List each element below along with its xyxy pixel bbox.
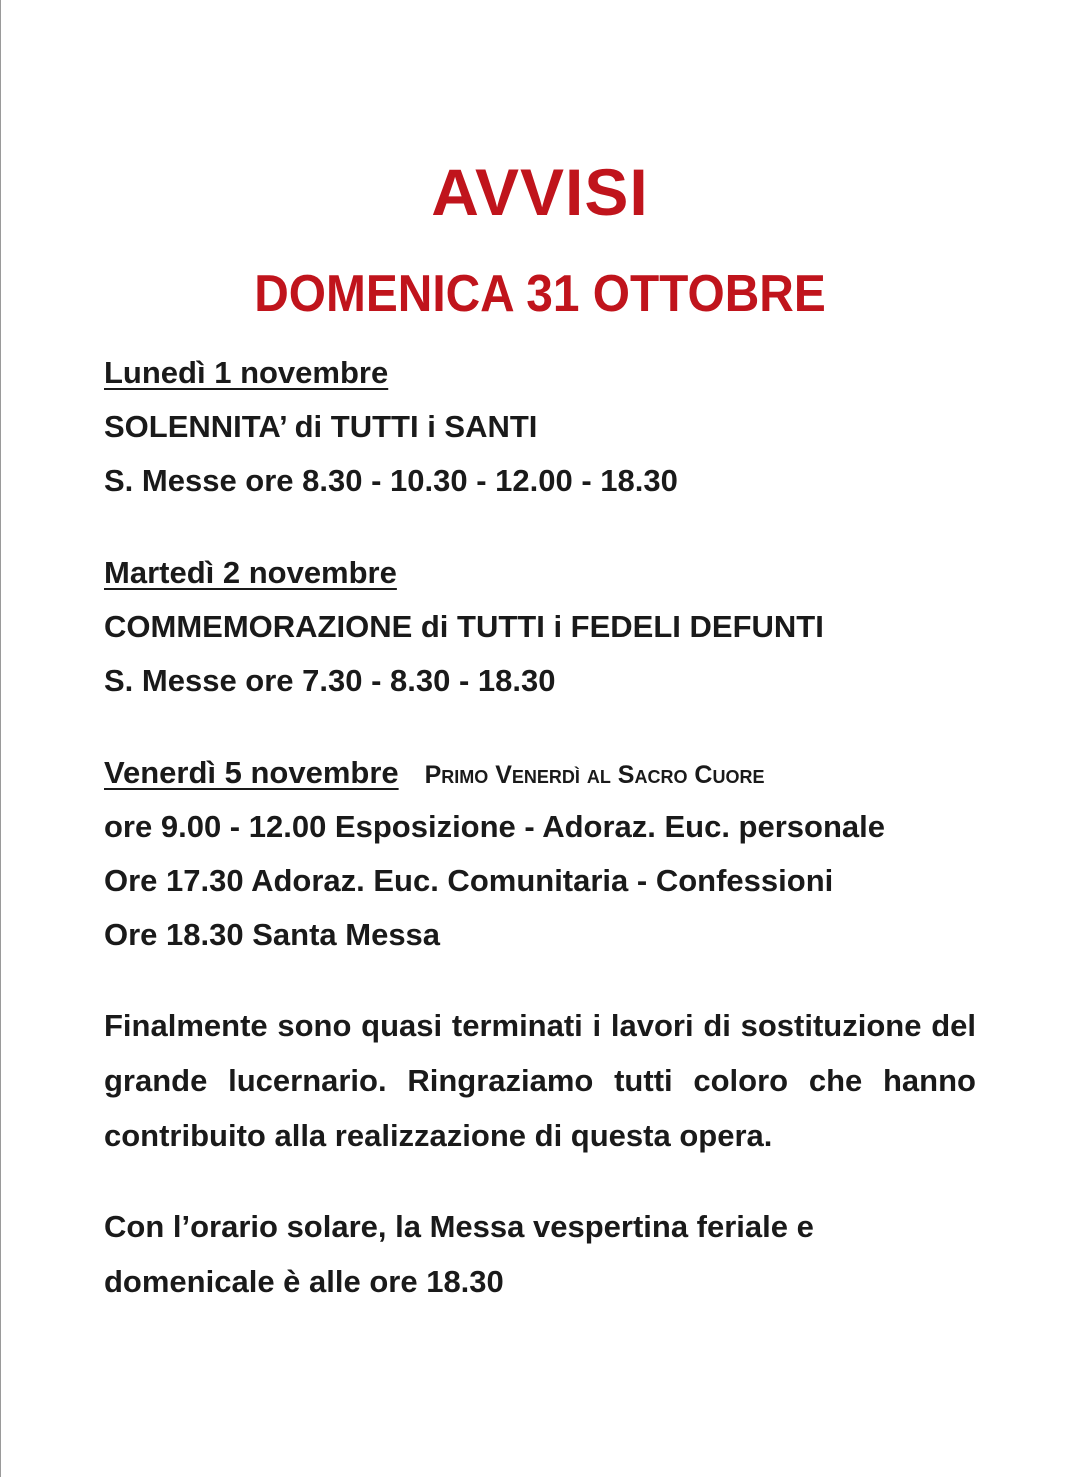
event-line: ore 9.00 - 12.00 Esposizione - Adoraz. Euc. personale [104,809,886,844]
event-tag: Primo Venerdì al Sacro Cuore [424,761,765,789]
page-subtitle: DOMENICA 31 OTTOBRE [254,265,826,323]
notices-content [104,346,976,1309]
event-day-label: Lunedì 1 novembre [104,355,389,390]
event-line: SOLENNITA’ di TUTTI i SANTI [104,409,538,444]
event-day-label: Martedì 2 novembre [104,555,397,590]
page-title: AVVISI [431,155,649,229]
event-line: COMMEMORAZIONE di TUTTI i FEDELI DEFUNTI [104,609,824,644]
event-line: S. Messe ore 7.30 - 8.30 - 18.30 [104,663,556,698]
event-line: Ore 18.30 Santa Messa [104,917,441,952]
notice-paragraph: Con l’orario solare, la Messa vespertina feriale e domenicale è alle ore 18.30 [104,1209,814,1299]
event-line: Ore 17.30 Adoraz. Euc. Comunitaria - Confessioni [104,863,834,898]
event-day-heading [104,546,976,600]
event-section-tuesday [104,546,976,708]
event-line: S. Messe ore 8.30 - 10.30 - 12.00 - 18.30 [104,463,678,498]
event-section-friday [104,746,976,962]
notice-paragraph: Finalmente sono quasi terminati i lavori di sostituzione del grande lucernario. Ringraziamo tutti coloro che hanno contribuito alla realizzazione di questa opera. [104,1008,976,1153]
event-day-heading [104,346,976,400]
event-day-label: Venerdì 5 novembre [104,755,399,790]
event-section-monday [104,346,976,508]
event-day-heading [104,746,976,800]
